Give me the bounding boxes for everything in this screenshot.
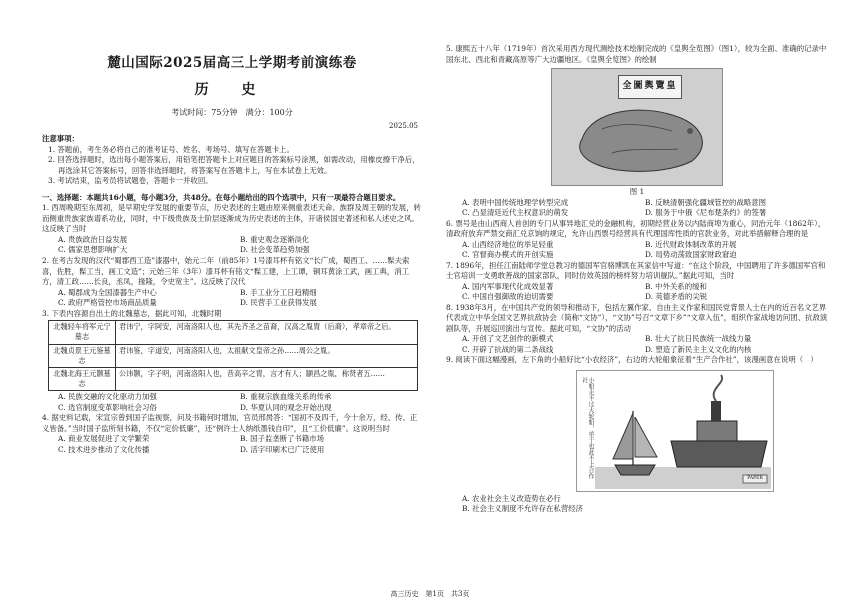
option-d[interactable]: D. 华夏认同的观念开始出现 — [240, 402, 332, 412]
exam-title: 麓山国际2025届高三上学期考前演练卷 — [107, 55, 357, 71]
map-title-banner: 全圖輿覽皇 — [618, 75, 682, 99]
table-cell-text: 君讳宁，字阿安，河南洛阳人也，其先齐圣之苗裔，汉高之胤胄（后裔），孝章帝之后。 — [116, 321, 418, 344]
figure-caption: 图 1 — [629, 187, 645, 197]
option-d[interactable]: D. 服务于中俄《尼布楚条约》的签署 — [645, 208, 767, 218]
option-a[interactable]: A. 山西经济地位的举足轻重 — [462, 239, 554, 249]
question-2 — [42, 256, 422, 309]
question-5 — [446, 44, 828, 219]
option-a[interactable]: A. 农业社会主义改造势在必行 — [462, 493, 561, 503]
note-item: 2. 回答选择题时，选出每小题答案后，用铅笔把答题卡上对应题目的答案标号涂黑，如需改动，用橡皮擦干净后，再选涂其它答案标号，回答非选择题时，将答案写在答题卡上，写在本试卷上无效。 — [48, 155, 420, 175]
cartoon-side-text: 小船走不过大轮船，单干也赶不上合作社 — [580, 376, 594, 479]
question-stem: 2. 在考古发现的汉代“蜀郡西工造”漆器中，始元二年（前85年）1号漆耳杯有铭文“长广成，蜀西工、……髹夫索喜，佐胜，髹工当，画工文造”；元始三年（3年）漆耳杯有铭文“髹工建，上工谭，铜耳黄涂工武，画工典，消工方，清工政……长良，丞凤，掾隆，令史宽主”。这反映了汉代 — [42, 256, 410, 287]
option-d[interactable]: D. 英德矛盾的尖锐 — [645, 292, 708, 302]
option-c[interactable]: C. 凸显清廷近代主权意识的萌发 — [462, 208, 569, 218]
option-b[interactable]: B. 国子监垄断了书籍市场 — [240, 434, 325, 444]
option-d[interactable]: D. 局势动荡致国家财政窘迫 — [645, 250, 737, 260]
table-row — [49, 344, 418, 367]
exam-meta: 考试时间：75分钟 满分：100分 — [171, 108, 293, 118]
cartoon-image — [577, 371, 773, 491]
option-c[interactable]: C. 开辟了抗战的第二条战线 — [462, 344, 554, 354]
table-cell-name: 北魏贞景王元鉴墓志 — [49, 344, 116, 367]
option-b[interactable]: B. 重视宗族血缘关系的传承 — [240, 392, 332, 402]
option-b[interactable]: B. 社会主义制度不允许存在私营经济 — [462, 504, 583, 514]
question-3 — [42, 309, 422, 414]
question-stem: 5. 康熙五十八年（1719年）首次采用西方现代测绘技术绘制完成的《皇舆全览图》（图1），较为全面、准确的记录中国东北、西北和青藏高原等广大边疆地区。《皇舆全览图》的绘制 — [446, 44, 827, 64]
option-c[interactable]: C. 儒家思想影响扩大 — [58, 245, 128, 255]
option-a[interactable]: A. 国内军事现代化成效显著 — [462, 281, 554, 291]
cartoon-tag: PAPER — [747, 475, 763, 481]
table-row — [49, 367, 418, 390]
section-heading: 一、选择题：本题共16小题，每小题3分，共48分。在每小题给出的四个选项中，只有一项最符合题目要求。 — [42, 192, 401, 202]
option-b[interactable]: B. 重史观念逐渐淡化 — [240, 234, 310, 244]
option-a[interactable]: A. 贵族政治日益发展 — [58, 234, 128, 244]
subject-title: 历 史 — [194, 82, 270, 99]
option-d[interactable]: D. 活字印刷术已广泛使用 — [240, 444, 325, 454]
left-column — [42, 0, 422, 456]
note-item: 3. 考试结束，监考员将试题卷，答题卡一并收回。 — [48, 176, 213, 186]
option-b[interactable]: B. 中外关系的缓和 — [645, 281, 707, 291]
option-b[interactable]: B. 近代财政体制改革的开展 — [645, 239, 737, 249]
epitaph-table — [48, 320, 418, 391]
option-c[interactable]: C. 选官制度变革影响社会习俗 — [58, 402, 157, 412]
option-b[interactable]: B. 反映清朝强化疆域管控的战略意图 — [645, 197, 766, 207]
question-1 — [42, 203, 422, 256]
exam-date: 2025.05 — [389, 122, 418, 131]
question-8 — [446, 303, 828, 356]
page-footer: 高三历史 第1页 共3页 — [390, 590, 470, 598]
option-c[interactable]: C. 技术进步推动了文化传播 — [58, 444, 150, 454]
notes-section — [42, 134, 422, 187]
option-c[interactable]: C. 中国自强御敌的迫切需要 — [462, 292, 554, 302]
question-stem: 3. 下表内容源自出土的北魏墓志，据此可知，北魏时期 — [42, 308, 222, 318]
notes-heading: 注意事项： — [42, 134, 79, 144]
option-a[interactable]: A. 开创了文艺创作的新模式 — [462, 334, 554, 344]
cartoon-figure — [576, 370, 774, 492]
map-figure — [551, 68, 723, 186]
option-d[interactable]: D. 塑造了新民主主义文化的内核 — [645, 344, 752, 354]
option-a[interactable]: A. 民族交融的文化驱动力加强 — [58, 392, 157, 402]
question-7 — [446, 261, 828, 303]
question-stem: 9. 阅读下面这幅漫画，左下角的小船好比“小农经济”，右边的大轮船象征着“生产合作社”，该漫画意在说明（ ） — [446, 355, 818, 365]
right-column — [446, 44, 828, 515]
table-cell-text: 君讳鉴，字道安，河南洛阳人也，太祖献文皇帝之孙……周公之胤。 — [116, 344, 418, 367]
question-stem: 4. 据史料记载，宋宣宗曾到国子监视察，问及书籍何时增加，官员邢昺答：“国初不及四千，今十余万，经、传、正义皆备。”当时国子监所刻书籍，不仅“定价低廉”，还“例许士人纳纸墨钱自印”，且“工价低廉”。这说明当时 — [42, 413, 418, 433]
table-cell-text: 公讳颢，字子明，河南洛阳人也，昔高辛之胄，言才有人；顓昌之胤，称贤者五…… — [116, 367, 418, 390]
option-d[interactable]: D. 社会变革趋势加强 — [240, 245, 310, 255]
question-stem: 1. 西周晚期至东周初，是早期史学发展的重要节点，历史表述的主题由原来侧重表述天命、族群及周王朝的发展，转而侧重贵族家族谱系功业，同时，中下级贵族及士阶层逐渐成为历史表述的主体，开诸侯国史著述和私人述史之风。这反映了当时 — [42, 203, 421, 234]
option-a[interactable]: A. 蜀郡成为全国漆器生产中心 — [58, 287, 157, 297]
option-b[interactable]: B. 手工业分工日趋精细 — [240, 287, 317, 297]
option-c[interactable]: C. 政府严格管控市场商品质量 — [58, 298, 157, 308]
question-4 — [42, 413, 422, 455]
option-a[interactable]: A. 表明中国传统地理学转型完成 — [462, 197, 569, 207]
option-a[interactable]: A. 商业发展促进了文学繁荣 — [58, 434, 150, 444]
table-row — [49, 321, 418, 344]
table-cell-name: 北魏轻车将军元宁墓志 — [49, 321, 116, 344]
question-stem: 7. 1896年，担任江南陆师学堂总教习的德国军官骆博凯在其家信中写道：“在这个阶段，中国聘用了许多德国军官和士官培训一支勇敢善战的国家部队，同时仿效英国的榜样努力培训舰队。”据此可知，当时 — [446, 260, 826, 281]
question-9 — [446, 355, 828, 515]
map-image — [552, 69, 722, 185]
option-c[interactable]: C. 官督商办模式的开创实施 — [462, 250, 554, 260]
question-stem: 8. 1938年3月，在中国共产党的领导和推动下，包括左翼作家、自由主义作家和国民党背景人士在内的近百名文艺界代表成立中华全国文艺界抗敌协会（简称“文协”），“文协”号召“文章下乡”“文章入伍”，组织作家战地访问团、抗敌演剧队等，开展巡回演出与宣传。据此可知，“文协”的活动 — [446, 302, 828, 333]
table-cell-name: 北魏北海王元颢墓志 — [49, 367, 116, 390]
note-item: 1. 答题前，考生务必将自己的准考证号、姓名、考场号、填写在答题卡上。 — [48, 144, 294, 154]
option-d[interactable]: D. 民营手工业获得发展 — [240, 298, 317, 308]
question-6 — [446, 219, 828, 261]
question-stem: 6. 票号是由山西商人首创的专门从事异地汇兑的金融机构，初期经营业务以内陆商埠为重心，同治元年（1862年），清政府放弃严禁交商汇兑京饷的规定，允许山西票号经营具有代理国库性质的官款业务，对此举措解释合理的是 — [446, 218, 826, 239]
option-b[interactable]: B. 壮大了抗日民族统一战线力量 — [645, 334, 752, 344]
